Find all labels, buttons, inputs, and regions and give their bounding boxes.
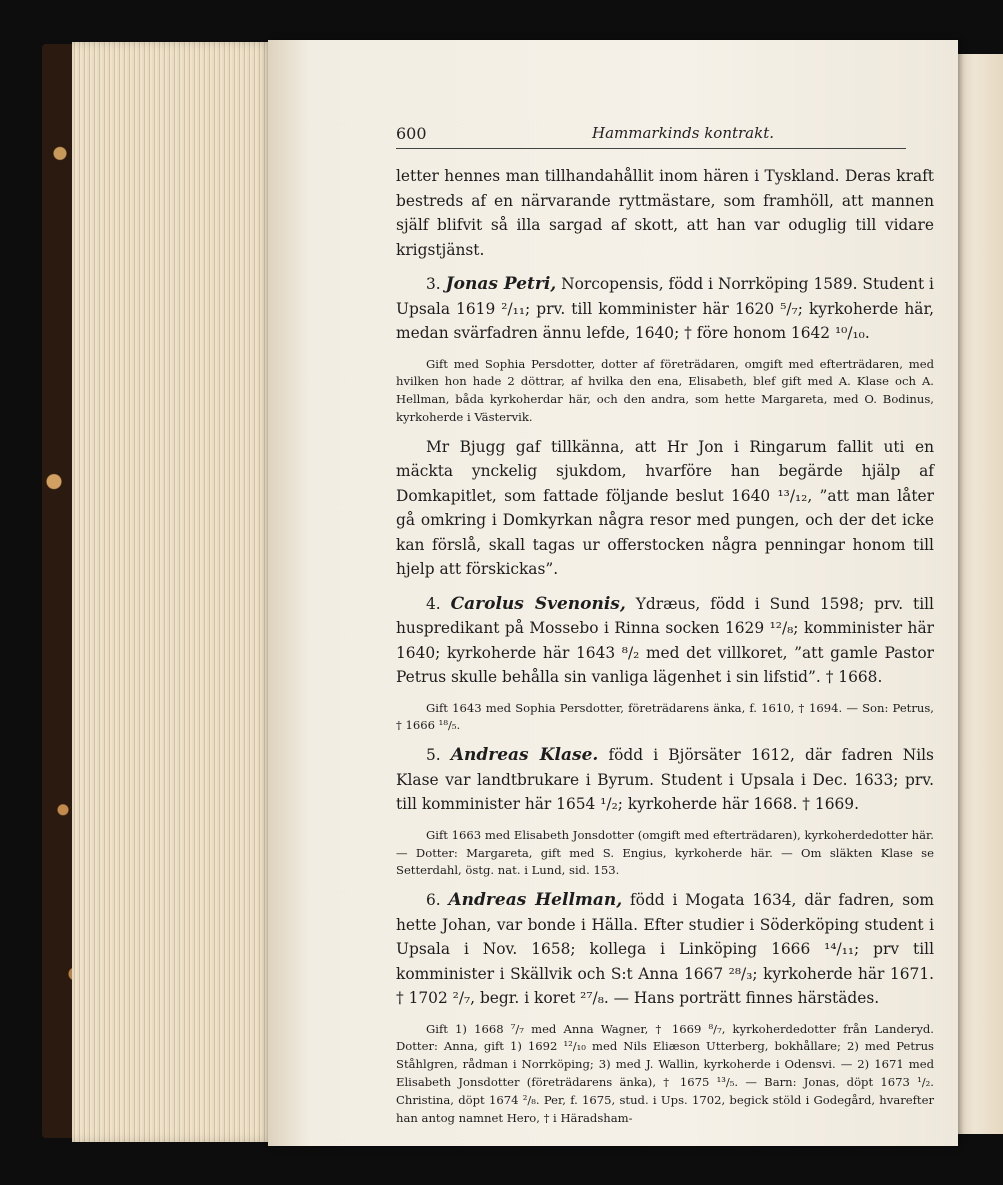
page-block-edges (72, 42, 272, 1142)
page-number: 600 (396, 124, 427, 143)
paragraph: Mr Bjugg gaf tillkänna, att Hr Jon i Ringarum fallit uti en mäckta ynckelig sjukdom, hvarföre han begärde hjälp af Domkapitlet, som fattade följande beslut 1640 ¹³/₁₂, ”att man låter gå omkring i Domkyrkan några resor med pungen, och der det icke kan förslå, skall tagas ur offerstocken några penningar honom till hjelp att förskickas”. (396, 437, 934, 579)
entry-number: 3. (426, 275, 441, 293)
entry-note: Gift 1663 med Elisabeth Jonsdotter (omgift med efterträdaren), kyrkoherdedotter här. — Dotter: Margareta, gift med S. Engius, kyrkoherde här. — Om släkten Klase se Setterdahl, östg. nat. i Lund, sid. 153. (396, 827, 934, 878)
header-rule (396, 148, 906, 149)
entry-note: Gift med Sophia Persdotter, dotter af företrädaren, omgift med efterträdaren, med hvilken hon hade 2 döttrar, af hvilka den ena, Elisabeth, blef gift med A. Klase och A. Hellman, båda kyrkoherdar här, och den andra, som hette Margareta, med O. Bodinus, kyrkoherde i Västervik. (396, 356, 934, 424)
page-header (396, 124, 896, 148)
entry-number: 4. (426, 594, 441, 613)
paragraph: letter hennes man tillhandahållit inom hären i Tyskland. Deras kraft bestreds af en närvarande ryttmästare, som framhöll, att mannen själf blifvit så illa sargad af skott, att han var oduglig till vidare krigstjänst. (396, 167, 934, 259)
entry-number: 5. (426, 746, 441, 765)
entry-text: Norcopensis, född i Norrköping 1589. Student i Upsala 1619 ²/₁₁; prv. till komminister här 1620 ⁵/₇; kyrkoherde här, medan svärfadren ännu lefde, 1640; † före honom 1642 ¹⁰/₁₀. (396, 275, 934, 342)
page-body (396, 164, 934, 1135)
entry-andreas-klase (396, 743, 934, 817)
entry-name: Carolus Svenonis, (450, 593, 626, 614)
entry-andreas-hellman (396, 888, 934, 1011)
entry-carolus-svenonis (396, 592, 934, 690)
entry-number: 6. (426, 891, 441, 910)
next-page-edge (955, 54, 1003, 1134)
running-title: Hammarkinds kontrakt. (592, 124, 775, 142)
entry-jonas-petri (396, 272, 934, 346)
entry-name: Jonas Petri, (445, 274, 557, 294)
entry-name: Andreas Hellman, (448, 890, 623, 911)
entry-note: Gift 1643 med Sophia Persdotter, företrädarens änka, f. 1610, † 1694. — Son: Petrus, † 1666 ¹⁸/₅. (396, 700, 934, 733)
entry-note: Gift 1) 1668 ⁷/₇ med Anna Wagner, † 1669 ⁸/₇, kyrkoherdedotter från Landeryd. Dotter: Anna, gift 1) 1692 ¹²/₁₀ med Nils Eliæson Utterberg, bokhållare; 2) med Petrus Ståhlgren, rådman i Norrköping; 3) med J. Wallin, kyrkoherde i Odensvi. — 2) 1671 med Elisabeth Jonsdotter (företrädarens änka), † 1675 ¹³/₅. — Barn: Jonas, döpt 1673 ¹/₂. Christina, döpt 1674 ²/₈. Per, f. 1675, stud. i Ups. 1702, begick stöld i Godegård, hvarefter han antog namnet Hero, † i Häradsham- (396, 1021, 934, 1125)
entry-text: född i Mogata 1634, där fadren, som hette Johan, var bonde i Hälla. Efter studier i Söderköping student i Upsala i Nov. 1658; kollega i Linköping 1666 ¹⁴/₁₁; prv till komminister i Skällvik och S:t Anna 1667 ²⁸/₃; kyrkoherde här 1671. † 1702 ²/₇, begr. i koret ²⁷/₈. — Hans porträtt finnes härstädes. (396, 891, 934, 1008)
entry-name: Andreas Klase. (450, 745, 599, 766)
entry-text: Ydræus, född i Sund 1598; prv. till huspredikant på Mossebo i Rinna socken 1629 ¹²/₈; komminister här 1640; kyrkoherde här 1643 ⁸/₂ med det villkoret, ”att gamle Pastor Petrus skulle behålla sin vanliga lägenhet i sin lifstid”. † 1668. (396, 594, 934, 687)
entry-text: född i Björsäter 1612, där fadren Nils Klase var landtbrukare i Byrum. Student i Upsala i Dec. 1633; prv. till komminister här 1654 ¹/₂; kyrkoherde här 1668. † 1669. (396, 746, 934, 814)
book-page (268, 40, 958, 1146)
